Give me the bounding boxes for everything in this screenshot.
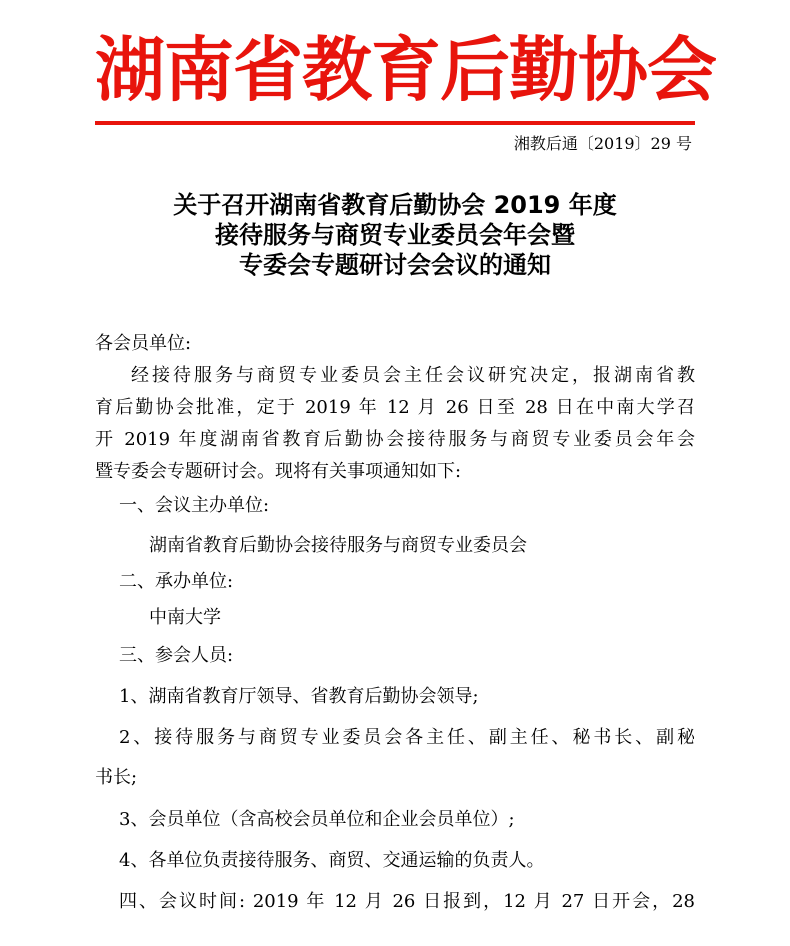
- notice-title-line-2: 接待服务与商贸专业委员会年会暨: [215, 221, 575, 249]
- document-number: 湘教后通〔2019〕29 号: [513, 134, 692, 153]
- intro-line-3: 开 2019 年度湖南省教育后勤协会接待服务与商贸专业委员会年会: [95, 429, 695, 450]
- masthead-title: 湖南省教育后勤协会: [95, 29, 716, 111]
- salutation: 各会员单位:: [95, 333, 192, 354]
- section-3-heading: 三、参会人员:: [119, 645, 234, 666]
- section-3-item-4: 4、各单位负责接待服务、商贸、交通运输的负责人。: [119, 850, 545, 871]
- section-1-content: 湖南省教育后勤协会接待服务与商贸专业委员会: [149, 535, 527, 556]
- intro-line-1: 经接待服务与商贸专业委员会主任会议研究决定，报湖南省教: [131, 365, 695, 386]
- section-3-item-2: 2、接待服务与商贸专业委员会各主任、副主任、秘书长、副秘: [119, 727, 695, 748]
- notice-title-line-1: 关于召开湖南省教育后勤协会 2019 年度: [173, 191, 617, 219]
- notice-title: [95, 190, 695, 280]
- section-1-heading: 一、会议主办单位:: [119, 495, 270, 516]
- section-2-content: 中南大学: [149, 607, 221, 628]
- intro-line-2: 育后勤协会批准，定于 2019 年 12 月 26 日至 28 日在中南大学召: [95, 397, 695, 418]
- section-4-line: 四、会议时间: 2019 年 12 月 26 日报到，12 月 27 日开会，28: [119, 891, 695, 912]
- masthead-red-line: [95, 121, 695, 125]
- intro-line-4: 暨专委会专题研讨会。现将有关事项通知如下:: [95, 461, 462, 482]
- section-3-item-2-continued: 书长;: [95, 767, 138, 788]
- notice-title-line-3: 专委会专题研讨会会议的通知: [239, 251, 551, 279]
- section-3-item-3: 3、会员单位（含高校会员单位和企业会员单位）;: [119, 809, 515, 830]
- section-3-item-1: 1、湖南省教育厅领导、省教育后勤协会领导;: [119, 686, 479, 707]
- section-2-heading: 二、承办单位:: [119, 571, 234, 592]
